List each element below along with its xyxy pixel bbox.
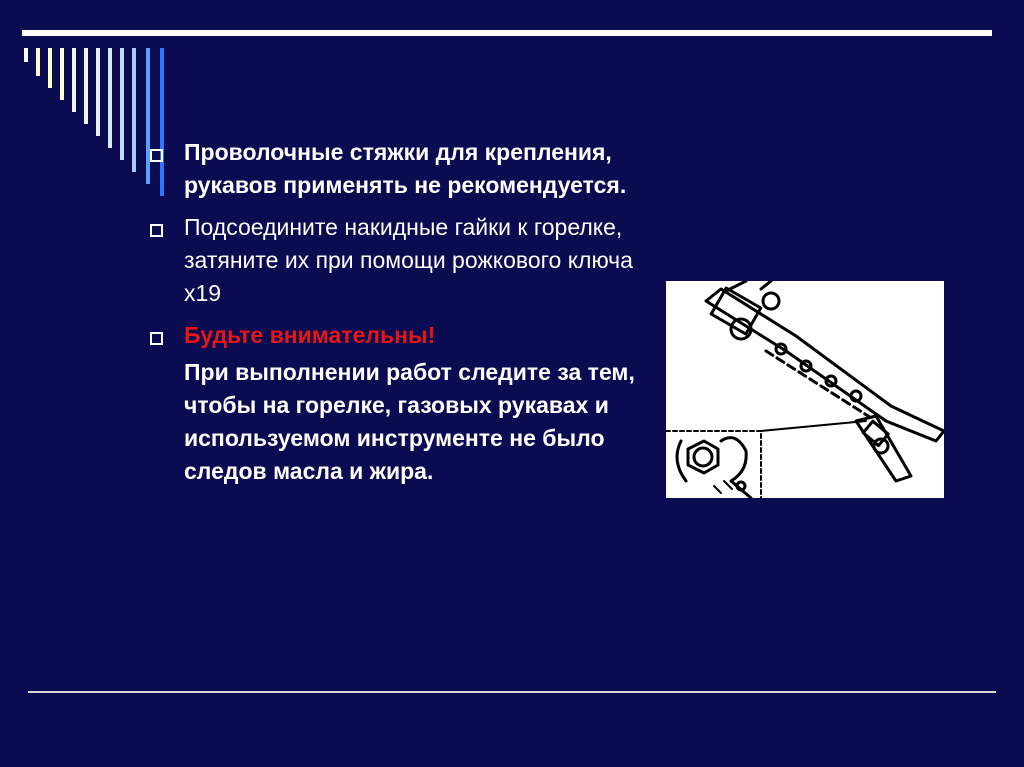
stripe bbox=[132, 48, 136, 172]
stripe bbox=[84, 48, 88, 124]
stripe bbox=[48, 48, 52, 88]
stripe bbox=[24, 48, 28, 62]
stripe bbox=[72, 48, 76, 112]
bullet-item-nuts bbox=[148, 211, 648, 310]
stripe bbox=[108, 48, 112, 148]
stripe bbox=[120, 48, 124, 160]
bullet-item-ties bbox=[148, 136, 648, 202]
content-list bbox=[148, 136, 648, 488]
top-rule bbox=[22, 30, 992, 36]
note-paragraph bbox=[148, 356, 648, 488]
square-bullet-icon bbox=[150, 224, 163, 237]
stripe bbox=[96, 48, 100, 136]
bullet-text: Подсоедините накидные гайки к горелке, затяните их при помощи рожкового ключа х19 bbox=[184, 214, 633, 306]
stripe bbox=[60, 48, 64, 100]
bullet-item-warning bbox=[148, 319, 648, 352]
torch-wrench-drawing-icon bbox=[666, 281, 944, 498]
bottom-rule bbox=[28, 691, 996, 693]
square-bullet-icon bbox=[150, 332, 163, 345]
bullet-text: Проволочные стяжки для крепления, рукавов применять не рекомендуется. bbox=[184, 139, 627, 198]
stripe bbox=[36, 48, 40, 76]
warning-text: Будьте внимательны! bbox=[184, 322, 436, 348]
square-bullet-icon bbox=[150, 149, 163, 162]
note-text: При выполнении работ следите за тем, чтобы на горелке, газовых рукавах и используемом инструменте не было следов масла и жира. bbox=[184, 359, 635, 484]
